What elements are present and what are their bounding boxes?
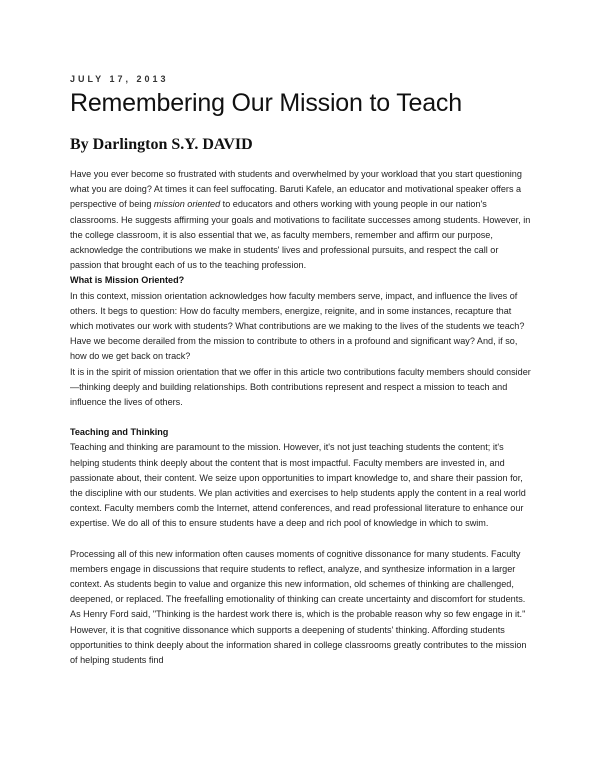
paragraph-intro-text-b: to educators and others working with young people in our nation's classrooms. He suggests affirming your goals and motivations to facilitate successes among students. However, in the college classroom, it is also essential that we, as faculty members, remember and affirm our purpose, acknowledge the contributions we make in students' lives and professional pursuits, and respect the call or passion that brought each of us to the teaching profession.	[70, 199, 531, 271]
section-heading-teaching: Teaching and Thinking	[70, 427, 169, 438]
spacer	[70, 410, 532, 425]
article-date: JULY 17, 2013	[70, 74, 169, 84]
paragraph-intro-text-a: Have you ever become so frustrated with students and overwhelmed by your workload that you start questioning what you are doing? At times it can feel suffocating. Baruti Kafele, an educator and motivational speaker offers a perspective of being	[70, 169, 522, 210]
paragraph-mission-spirit: It is in the spirit of mission orientation that we offer in this article two contributions faculty members should consider—thinking deeply and building relationships. Both contributions represent and respect a mission to teach and influence the lives of others.	[70, 366, 531, 408]
article-byline: By Darlington S.Y. DAVID	[70, 136, 253, 153]
spacer	[70, 532, 532, 547]
paragraph-teaching: Teaching and thinking are paramount to the mission. However, it's not just teaching students the content; it's helping students think deeply about the content that is most impactful. Faculty members are invested in, and passionate about, their content. We seize upon opportunities to impart knowledge to, and share their passion for, the discipline with our students. We plan activities and exercises to help students apply the content in a real world context. Faculty members comb the Internet, attend conferences, and read professional literature to enhance our expertise. We do all of this to ensure students have a deep and rich pool of knowledge in which to swim.	[70, 442, 526, 529]
paragraph-intro	[70, 167, 532, 273]
article-page	[70, 74, 532, 668]
paragraph-processing: Processing all of this new information often causes moments of cognitive dissonance for many students. Faculty members engage in discussions that require students to reflect, analyze, and synthesize information in a larger context. As students begin to value and organize this new information, old schemes of thinking are challenged, deepened, or replaced. The freefalling emotionality of thinking can create uncertainty and discomfort for students. As Henry Ford said, "Thinking is the hardest work there is, which is the probable reason why so few engage in it." However, it is that cognitive dissonance which supports a deepening of students' thinking. Affording students opportunities to think deeply about the information shared in college classrooms greatly contributes to the mission of helping students find	[70, 548, 527, 666]
emphasis-mission-oriented: mission oriented	[153, 199, 221, 210]
article-title: Remembering Our Mission to Teach	[70, 89, 462, 117]
paragraph-mission-context: In this context, mission orientation acknowledges how faculty members serve, impact, and influence the lives of others. It begs to question: How do faculty members, energize, reignite, and in some instances, recapture that which motivates our work with students? What contributions are we making to the lives of the students we teach? Have we become derailed from the mission to contribute to others in a profound and significant way? And, if so, how do we get back on track?	[70, 290, 525, 362]
article-body	[70, 167, 532, 668]
section-heading-mission: What is Mission Oriented?	[70, 275, 185, 286]
